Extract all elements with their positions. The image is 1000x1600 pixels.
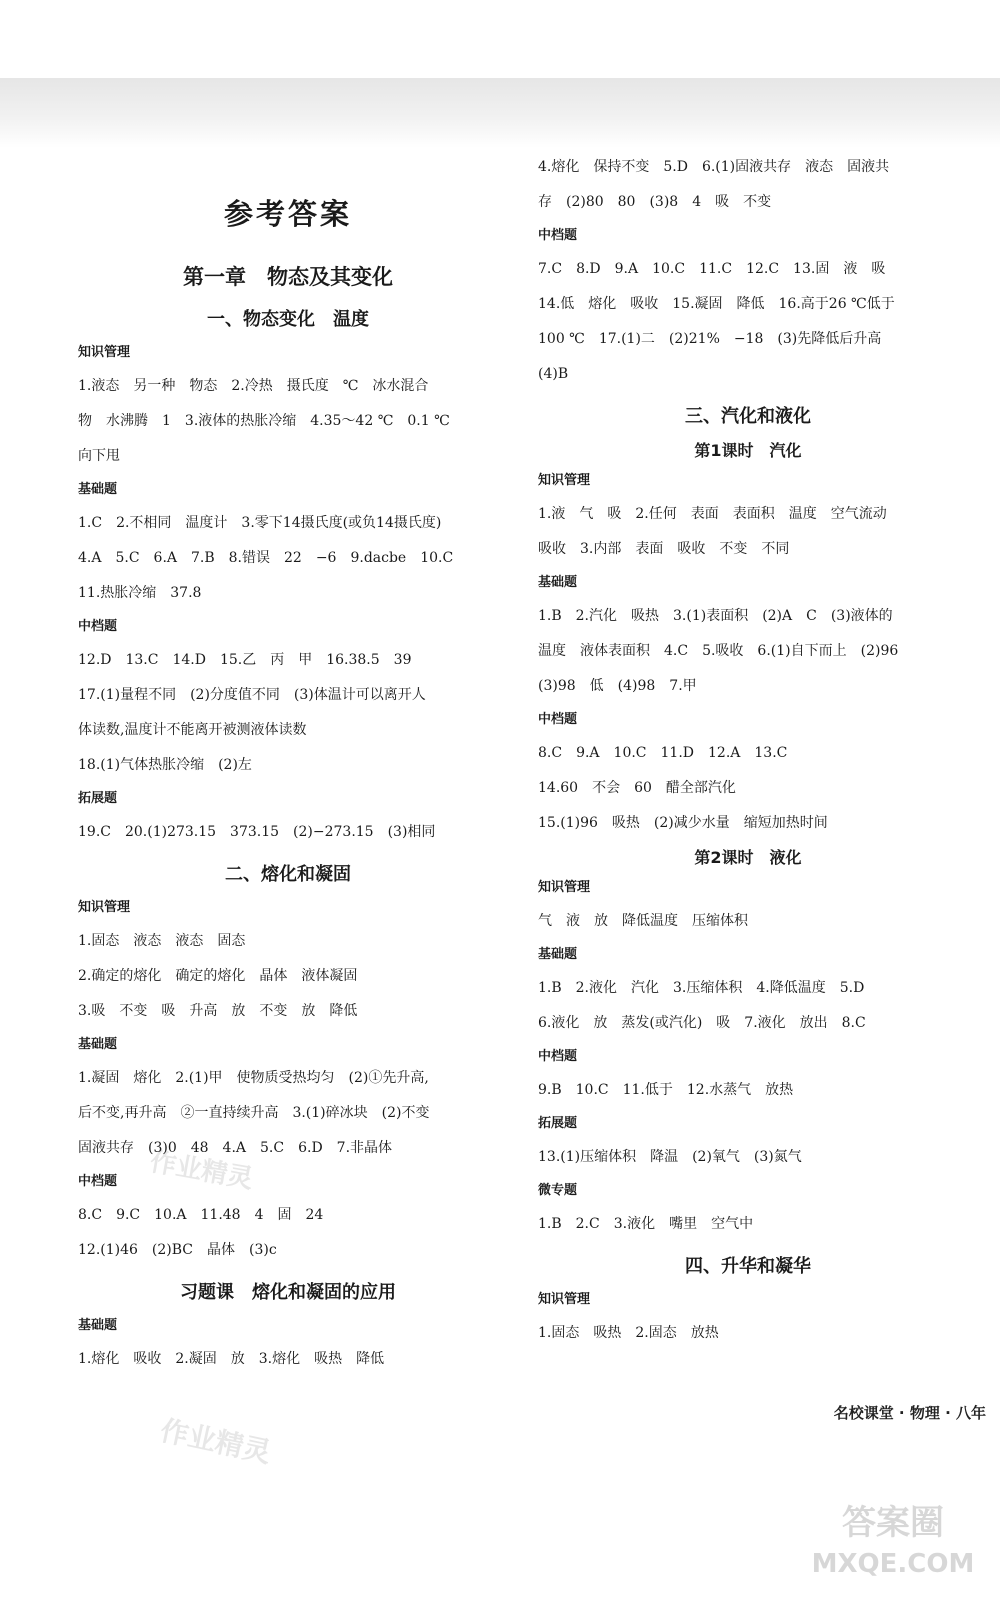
answer-line: 8.C 9.A 10.C 11.D 12.A 13.C xyxy=(538,745,788,761)
watermark-logo-main: 答案圈 xyxy=(842,1503,944,1543)
answer-line: 4.A 5.C 6.A 7.B 8.错误 22 −6 9.dacbe 10.C xyxy=(78,550,454,566)
answer-line: 后不变,再升高 ②一直持续升高 3.(1)碎冰块 (2)不变 xyxy=(78,1105,430,1121)
answer-line: 1.C 2.不相同 温度计 3.零下14摄氏度(或负14摄氏度) xyxy=(78,515,442,531)
block-label: 知识管理 xyxy=(538,880,591,895)
answer-line: 4.熔化 保持不变 5.D 6.(1)固液共存 液态 固液共 xyxy=(538,159,890,175)
block-label: 基础题 xyxy=(538,575,578,590)
answer-line: 存 (2)80 80 (3)8 4 吸 不变 xyxy=(538,194,772,210)
answer-line: 12.(1)46 (2)BC 晶体 (3)c xyxy=(78,1242,277,1258)
block-label: 知识管理 xyxy=(78,345,131,360)
answer-line: 3.吸 不变 吸 升高 放 不变 放 降低 xyxy=(78,1003,358,1019)
answer-line: 固液共存 (3)0 48 4.A 5.C 6.D 7.非晶体 xyxy=(78,1140,393,1156)
block-label: 基础题 xyxy=(78,1318,118,1333)
block-label: 知识管理 xyxy=(538,1292,591,1307)
answer-line: 气 液 放 降低温度 压缩体积 xyxy=(538,913,748,929)
answer-line: 1.B 2.液化 汽化 3.压缩体积 4.降低温度 5.D xyxy=(538,980,865,996)
block-label: 知识管理 xyxy=(78,900,131,915)
block-label: 微专题 xyxy=(538,1183,578,1198)
answer-line: 1.凝固 熔化 2.(1)甲 使物质受热均匀 (2)①先升高, xyxy=(78,1070,429,1086)
scan-top-band xyxy=(0,78,1000,148)
block-label: 基础题 xyxy=(78,482,118,497)
block-label: 基础题 xyxy=(538,947,578,962)
watermark-logo xyxy=(798,1492,988,1582)
answer-line: 14.低 熔化 吸收 15.凝固 降低 16.高于26 ℃低于 xyxy=(538,296,895,312)
answer-line: 1.B 2.汽化 吸热 3.(1)表面积 (2)A C (3)液体的 xyxy=(538,608,893,624)
answer-line: 18.(1)气体热胀冷缩 (2)左 xyxy=(78,757,252,773)
answer-line: 1.固态 吸热 2.固态 放热 xyxy=(538,1325,719,1341)
block-label: 基础题 xyxy=(78,1037,118,1052)
answer-line: 8.C 9.C 10.A 11.48 4 固 24 xyxy=(78,1207,324,1223)
answer-line: 向下甩 xyxy=(78,448,120,464)
answer-line: 1.固态 液态 液态 固态 xyxy=(78,933,246,949)
block-label: 中档题 xyxy=(538,228,578,243)
answer-line: 100 ℃ 17.(1)二 (2)21% −18 (3)先降低后升高 xyxy=(538,331,882,347)
answer-line: 11.热胀冷缩 37.8 xyxy=(78,585,202,601)
chapter-heading: 第一章 物态及其变化 xyxy=(183,265,393,289)
answer-line: 物 水沸腾 1 3.液体的热胀冷缩 4.35～42 ℃ 0.1 ℃ xyxy=(78,413,450,429)
section-heading-4: 四、升华和凝华 xyxy=(685,1256,811,1277)
answer-line: 1.熔化 吸收 2.凝固 放 3.熔化 吸热 降低 xyxy=(78,1351,385,1367)
block-label: 中档题 xyxy=(78,619,118,634)
watermark-text: 作业精灵 xyxy=(157,1413,274,1470)
answer-line: (3)98 低 (4)98 7.甲 xyxy=(538,678,697,694)
section-heading-exercise: 习题课 熔化和凝固的应用 xyxy=(180,1282,396,1303)
left-column xyxy=(78,150,498,1377)
lesson-heading-2: 第2课时 液化 xyxy=(694,848,802,867)
block-label: 知识管理 xyxy=(538,473,591,488)
answer-line: 1.B 2.C 3.液化 嘴里 空气中 xyxy=(538,1216,754,1232)
lesson-heading-1: 第1课时 汽化 xyxy=(694,441,802,460)
answer-line: (4)B xyxy=(538,366,569,382)
answer-line: 体读数,温度计不能离开被测液体读数 xyxy=(78,722,307,738)
answer-line: 1.液 气 吸 2.任何 表面 表面积 温度 空气流动 xyxy=(538,506,887,522)
answer-line: 7.C 8.D 9.A 10.C 11.C 12.C 13.固 液 吸 xyxy=(538,261,886,277)
right-column xyxy=(538,150,958,1351)
answer-line: 17.(1)量程不同 (2)分度值不同 (3)体温计可以离开人 xyxy=(78,687,426,703)
section-heading-2: 二、熔化和凝固 xyxy=(225,864,351,885)
section-heading-1: 一、物态变化 温度 xyxy=(207,309,369,330)
answer-line: 6.液化 放 蒸发(或汽化) 吸 7.液化 放出 8.C xyxy=(538,1015,866,1031)
answer-line: 吸收 3.内部 表面 吸收 不变 不同 xyxy=(538,541,790,557)
block-label: 拓展题 xyxy=(78,791,118,806)
section-heading-3: 三、汽化和液化 xyxy=(685,406,811,427)
answer-line: 1.液态 另一种 物态 2.冷热 摄氏度 ℃ 冰水混合 xyxy=(78,378,429,394)
block-label: 中档题 xyxy=(538,1049,578,1064)
answer-line: 9.B 10.C 11.低于 12.水蒸气 放热 xyxy=(538,1082,794,1098)
block-label: 中档题 xyxy=(538,712,578,727)
answer-line: 19.C 20.(1)273.15 373.15 (2)−273.15 (3)相同 xyxy=(78,824,436,840)
watermark-text: 作业精灵 xyxy=(147,1147,256,1195)
answer-line: 15.(1)96 吸热 (2)减少水量 缩短加热时间 xyxy=(538,815,828,831)
block-label: 中档题 xyxy=(78,1174,118,1189)
answer-line: 2.确定的熔化 确定的熔化 晶体 液体凝固 xyxy=(78,968,358,984)
page-title: 参考答案 xyxy=(223,197,352,231)
watermark-logo-url: MXQE.COM xyxy=(811,1549,975,1579)
book-footer: 名校课堂 · 物理 · 八年 xyxy=(833,1404,986,1422)
answer-line: 13.(1)压缩体积 降温 (2)氧气 (3)氮气 xyxy=(538,1149,802,1165)
block-label: 拓展题 xyxy=(538,1116,578,1131)
answer-line: 12.D 13.C 14.D 15.乙 丙 甲 16.38.5 39 xyxy=(78,652,412,668)
answer-line: 温度 液体表面积 4.C 5.吸收 6.(1)自下而上 (2)96 xyxy=(538,643,899,659)
answer-line: 14.60 不会 60 醋全部汽化 xyxy=(538,780,736,796)
